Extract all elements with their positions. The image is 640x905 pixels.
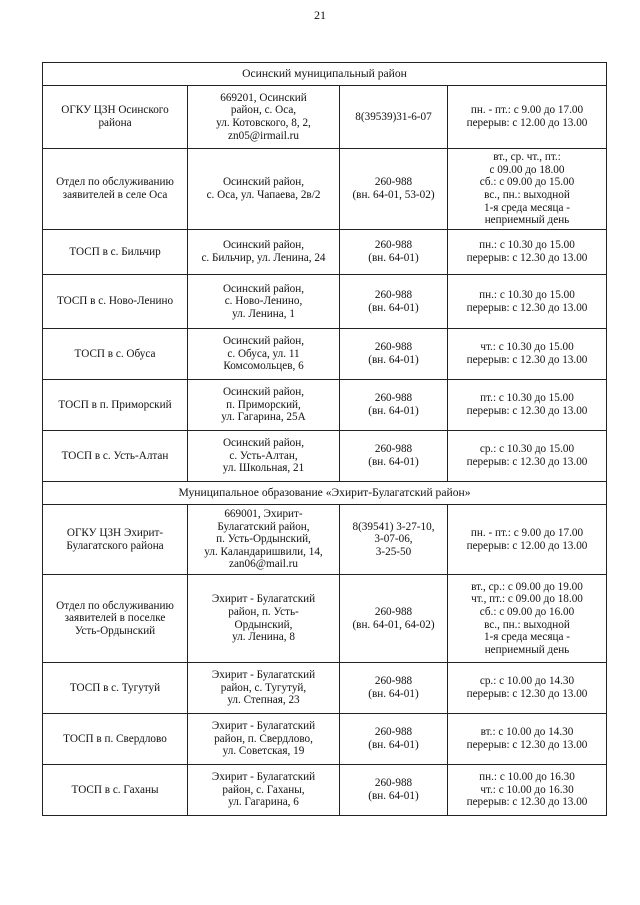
hours-line: чт.: с 10.00 до 16.30 bbox=[480, 783, 574, 796]
hours-line: перерыв: с 12.30 до 13.00 bbox=[466, 796, 588, 809]
name-line: ТОСП в с. Бильчир bbox=[69, 245, 161, 258]
address-line: Осинский район, bbox=[222, 239, 305, 252]
hours-line: перерыв: с 12.30 до 13.00 bbox=[466, 301, 588, 314]
office-row bbox=[43, 505, 607, 575]
hours-line: неприемный день bbox=[484, 214, 570, 227]
hours-line: вс., пн.: выходной bbox=[484, 189, 570, 201]
cell-address bbox=[188, 575, 340, 663]
cell-hours bbox=[448, 230, 607, 275]
phone-line: (вн. 64-01, 53-02) bbox=[352, 189, 435, 201]
hours-line: перерыв: с 12.30 до 13.00 bbox=[466, 405, 588, 417]
cell-hours bbox=[448, 86, 607, 149]
hours-line: с 09.00 до 18.00 bbox=[489, 163, 565, 176]
hours-line: пт.: с 10.30 до 15.00 bbox=[480, 392, 574, 405]
address-line: район, п. Свердлово, bbox=[214, 732, 313, 745]
address-line: Осинский район, bbox=[222, 282, 305, 295]
phone-line: 260-988 bbox=[374, 288, 413, 301]
phone-line: (вн. 64-01) bbox=[368, 688, 419, 700]
hours-line: пн.: с 10.00 до 16.30 bbox=[479, 771, 575, 784]
hours-line: вс., пн.: выходной bbox=[484, 618, 570, 631]
address-line: с. Обуса, ул. 11 bbox=[227, 347, 300, 360]
cell-hours bbox=[448, 149, 607, 230]
address-line: Эхирит - Булагатский bbox=[211, 720, 316, 733]
name-line: Булагатского района bbox=[66, 539, 164, 552]
cell-name bbox=[43, 663, 188, 714]
name-line: ТОСП в с. Обуса bbox=[74, 347, 156, 360]
phone-line: (вн. 64-01) bbox=[368, 252, 419, 264]
address-line: 669001, Эхирит- bbox=[224, 508, 303, 521]
address-line: ул. Советская, 19 bbox=[222, 745, 305, 758]
address-line: район, с. Тугутуй, bbox=[220, 681, 307, 694]
address-line: Осинский район, bbox=[222, 386, 305, 399]
cell-name bbox=[43, 575, 188, 663]
address-line: район, с. Оса, bbox=[230, 104, 297, 117]
cell-address bbox=[188, 230, 340, 275]
section-header-row bbox=[43, 63, 607, 86]
cell-phone bbox=[340, 86, 448, 149]
address-line: Ордынский, bbox=[234, 618, 293, 631]
address-line: ул. Котовского, 8, 2, bbox=[216, 117, 311, 129]
address-line: район, с. Гаханы, bbox=[222, 783, 305, 796]
phone-line: 260-988 bbox=[374, 726, 413, 739]
name-line: ТОСП в с. Усть-Алтан bbox=[61, 449, 169, 462]
address-line: Булагатский район, bbox=[217, 520, 310, 533]
hours-line: 1-я среда месяца - bbox=[483, 631, 570, 644]
hours-line: неприемный день bbox=[484, 643, 570, 656]
cell-phone bbox=[340, 505, 448, 575]
hours-line: перерыв: с 12.30 до 13.00 bbox=[466, 456, 588, 468]
name-line: заявителей в селе Оса bbox=[62, 189, 168, 201]
office-row bbox=[43, 714, 607, 765]
address-line: Эхирит - Булагатский bbox=[211, 771, 316, 784]
section-title: Осинский муниципальный район bbox=[43, 63, 607, 86]
phone-line: 3-07-06, bbox=[374, 533, 413, 546]
hours-line: перерыв: с 12.00 до 13.00 bbox=[466, 539, 588, 552]
phone-line: (вн. 64-01) bbox=[368, 405, 419, 417]
hours-line: перерыв: с 12.30 до 13.00 bbox=[466, 688, 588, 700]
cell-hours bbox=[448, 663, 607, 714]
cell-hours bbox=[448, 380, 607, 431]
cell-address bbox=[188, 86, 340, 149]
phone-line: (вн. 64-01) bbox=[368, 301, 419, 314]
address-line: ул. Школьная, 21 bbox=[222, 462, 305, 475]
address-line: ул. Гагарина, 25А bbox=[221, 411, 306, 424]
name-line: Усть-Ордынский bbox=[74, 624, 156, 637]
office-row bbox=[43, 275, 607, 329]
office-row bbox=[43, 431, 607, 482]
address-line: ул. Каландаришвили, 14, bbox=[204, 545, 323, 558]
cell-phone bbox=[340, 663, 448, 714]
cell-phone bbox=[340, 575, 448, 663]
hours-line: 1-я среда месяца - bbox=[483, 201, 570, 214]
phone-line: 8(39541) 3-27-10, bbox=[352, 520, 435, 533]
cell-address bbox=[188, 663, 340, 714]
name-line: ОГКУ ЦЗН Эхирит- bbox=[66, 526, 164, 539]
hours-line: сб.: с 09.00 до 16.00 bbox=[479, 605, 575, 618]
section-title: Муниципальное образование «Эхирит-Булагатский район» bbox=[43, 482, 607, 505]
address-line: с. Усть-Алтан, bbox=[229, 449, 298, 462]
phone-line: 260-988 bbox=[374, 605, 413, 618]
cell-name bbox=[43, 86, 188, 149]
cell-hours bbox=[448, 329, 607, 380]
phone-line: 260-988 bbox=[374, 777, 413, 790]
name-line: Отдел по обслуживанию bbox=[56, 599, 174, 612]
hours-line: ср.: с 10.00 до 14.30 bbox=[479, 675, 575, 688]
address-line: zn05@irmail.ru bbox=[228, 129, 299, 142]
phone-line: 260-988 bbox=[374, 392, 413, 405]
section-header-row bbox=[43, 482, 607, 505]
address-line: Осинский район, bbox=[222, 176, 305, 189]
cell-phone bbox=[340, 380, 448, 431]
phone-line: 260-988 bbox=[374, 176, 413, 189]
phone-line: 260-988 bbox=[374, 239, 413, 252]
offices-table-body bbox=[43, 63, 607, 816]
cell-address bbox=[188, 431, 340, 482]
phone-line: (вн. 64-01) bbox=[368, 354, 419, 366]
office-row bbox=[43, 765, 607, 816]
address-line: Эхирит - Булагатский bbox=[211, 669, 316, 682]
office-row bbox=[43, 329, 607, 380]
cell-name bbox=[43, 765, 188, 816]
cell-address bbox=[188, 329, 340, 380]
cell-hours bbox=[448, 505, 607, 575]
hours-line: перерыв: с 12.30 до 13.00 bbox=[466, 354, 588, 366]
cell-phone bbox=[340, 149, 448, 230]
office-row bbox=[43, 149, 607, 230]
address-line: с. Ново-Ленино, bbox=[224, 295, 303, 308]
cell-name bbox=[43, 714, 188, 765]
hours-line: перерыв: с 12.30 до 13.00 bbox=[466, 252, 588, 264]
hours-line: пн.: с 10.30 до 15.00 bbox=[479, 239, 575, 252]
cell-address bbox=[188, 149, 340, 230]
address-line: п. Усть-Ордынский, bbox=[216, 533, 311, 546]
offices-table bbox=[42, 62, 607, 816]
address-line: ул. Ленина, 1 bbox=[232, 307, 295, 320]
address-line: ул. Гагарина, 6 bbox=[228, 796, 299, 809]
name-line: ТОСП в с. Ново-Ленино bbox=[56, 295, 174, 308]
cell-address bbox=[188, 275, 340, 329]
cell-name bbox=[43, 431, 188, 482]
phone-line: (вн. 64-01) bbox=[368, 456, 419, 468]
cell-phone bbox=[340, 765, 448, 816]
name-line: ОГКУ ЦЗН Осинского bbox=[61, 104, 169, 117]
phone-line: 260-988 bbox=[374, 675, 413, 688]
address-line: Осинский район, bbox=[222, 437, 305, 450]
name-line: района bbox=[98, 117, 132, 129]
address-line: район, п. Усть- bbox=[228, 605, 299, 618]
office-row bbox=[43, 575, 607, 663]
hours-line: вт., ср. чт., пт.: bbox=[493, 151, 561, 164]
address-line: Эхирит - Булагатский bbox=[211, 593, 316, 606]
cell-phone bbox=[340, 431, 448, 482]
hours-line: вт., ср.: с 09.00 до 19.00 bbox=[471, 580, 583, 593]
office-row bbox=[43, 230, 607, 275]
cell-name bbox=[43, 380, 188, 431]
name-line: ТОСП в п. Свердлово bbox=[63, 732, 167, 745]
address-line: п. Приморский, bbox=[226, 398, 301, 411]
cell-phone bbox=[340, 329, 448, 380]
cell-address bbox=[188, 380, 340, 431]
cell-address bbox=[188, 714, 340, 765]
cell-hours bbox=[448, 765, 607, 816]
name-line: ТОСП в с. Гаханы bbox=[71, 783, 159, 796]
address-line: с. Оса, ул. Чапаева, 2в/2 bbox=[206, 189, 321, 201]
address-line: с. Бильчир, ул. Ленина, 24 bbox=[201, 252, 326, 264]
address-line: ул. Ленина, 8 bbox=[232, 631, 295, 644]
cell-name bbox=[43, 149, 188, 230]
cell-name bbox=[43, 329, 188, 380]
cell-phone bbox=[340, 230, 448, 275]
phone-line: 3-25-50 bbox=[375, 545, 412, 558]
phone-line: 260-988 bbox=[374, 443, 413, 456]
name-line: заявителей в поселке bbox=[64, 612, 166, 625]
cell-phone bbox=[340, 714, 448, 765]
office-row bbox=[43, 380, 607, 431]
hours-line: пн. - пт.: с 9.00 до 17.00 bbox=[470, 526, 584, 539]
hours-line: ср.: с 10.30 до 15.00 bbox=[479, 443, 575, 456]
hours-line: перерыв: с 12.00 до 13.00 bbox=[466, 117, 588, 129]
office-row bbox=[43, 86, 607, 149]
cell-hours bbox=[448, 575, 607, 663]
name-line: ТОСП в с. Тугутуй bbox=[69, 681, 161, 694]
office-row bbox=[43, 663, 607, 714]
address-line: zan06@mail.ru bbox=[228, 558, 298, 571]
phone-line: 8(39539)31-6-07 bbox=[355, 110, 432, 123]
phone-line: 260-988 bbox=[374, 341, 413, 354]
address-line: 669201, Осинский bbox=[220, 91, 307, 104]
name-line: ТОСП в п. Приморский bbox=[58, 398, 172, 411]
hours-line: сб.: с 09.00 до 15.00 bbox=[479, 176, 575, 189]
cell-hours bbox=[448, 275, 607, 329]
address-line: Осинский район, bbox=[222, 335, 305, 348]
cell-name bbox=[43, 275, 188, 329]
address-line: ул. Степная, 23 bbox=[227, 694, 300, 707]
phone-line: (вн. 64-01) bbox=[368, 739, 419, 751]
phone-line: (вн. 64-01) bbox=[368, 790, 419, 802]
address-line: Комсомольцев, 6 bbox=[223, 360, 304, 373]
cell-address bbox=[188, 765, 340, 816]
hours-line: вт.: с 10.00 до 14.30 bbox=[480, 726, 574, 739]
hours-line: пн. - пт.: с 9.00 до 17.00 bbox=[470, 104, 584, 117]
cell-name bbox=[43, 505, 188, 575]
hours-line: пн.: с 10.30 до 15.00 bbox=[479, 288, 575, 301]
cell-address bbox=[188, 505, 340, 575]
cell-hours bbox=[448, 714, 607, 765]
hours-line: перерыв: с 12.30 до 13.00 bbox=[466, 739, 588, 751]
page-number: 21 bbox=[314, 8, 326, 22]
cell-name bbox=[43, 230, 188, 275]
cell-phone bbox=[340, 275, 448, 329]
hours-line: чт.: с 10.30 до 15.00 bbox=[480, 341, 574, 354]
name-line: Отдел по обслуживанию bbox=[56, 176, 174, 189]
hours-line: чт., пт.: с 09.00 до 18.00 bbox=[471, 593, 583, 606]
cell-hours bbox=[448, 431, 607, 482]
phone-line: (вн. 64-01, 64-02) bbox=[352, 618, 435, 631]
